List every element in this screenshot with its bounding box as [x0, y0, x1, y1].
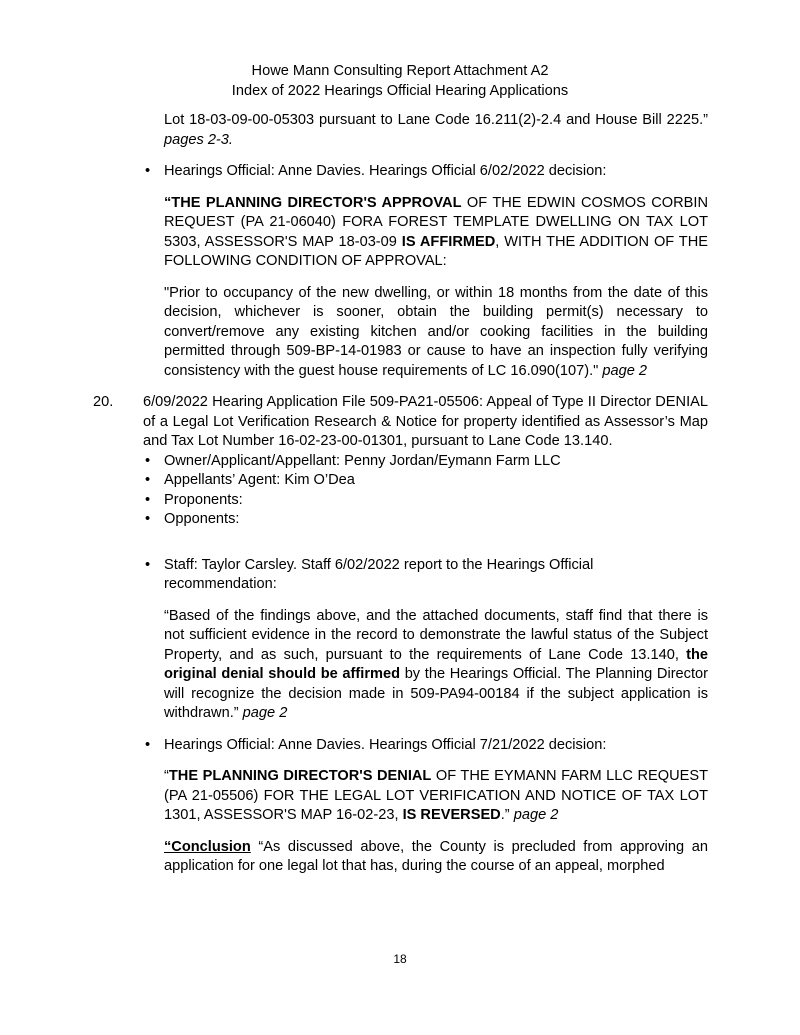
- text-run: , WITH THE ADDITION OF THE FOLLOWING CONDITION OF APPROVAL:: [164, 233, 708, 269]
- bullet-icon: •: [145, 511, 151, 527]
- document-header: [0, 0, 800, 101]
- bullet-item: [145, 471, 708, 491]
- text-run: IS AFFIRMED: [401, 233, 496, 250]
- bullet-icon: •: [145, 556, 151, 573]
- paragraph: [164, 284, 708, 382]
- text-run: Lot 18-03-09-00-05303 pursuant to Lane Code 16.211(2)-2.4 and House Bill 2225.”: [164, 112, 708, 128]
- item-number: 20.: [93, 394, 114, 410]
- text-run: IS REVERSED: [402, 807, 501, 823]
- bullet-icon: •: [145, 163, 151, 179]
- text-run: “THE PLANNING DIRECTOR'S APPROVAL: [164, 194, 462, 211]
- paragraph: [164, 838, 708, 877]
- text-run: page 2: [513, 807, 559, 823]
- text-run: OF THE EYMANN FARM LLC REQUEST (PA 21-05506) FOR THE LEGAL LOT VERIFICATION AND NOTICE OF TAX LOT 1301, ASSESSOR'S MAP 16-02-23,: [164, 768, 708, 823]
- text-run: Proponents:: [164, 491, 243, 508]
- text-run: THE PLANNING DIRECTOR'S DENIAL: [168, 768, 432, 784]
- text-run: the original denial should be affirmed: [164, 646, 708, 682]
- text-run: Staff: Taylor Carsley. Staff 6/02/2022 report to the Hearings Official recommendation:: [164, 556, 594, 592]
- bullet-item: [145, 736, 708, 756]
- paragraph: [164, 111, 708, 150]
- text-run: page 2: [602, 362, 648, 379]
- text-run: Appellants’ Agent: Kim O’Dea: [164, 472, 355, 488]
- paragraph: [164, 607, 708, 724]
- header-title-line1: Howe Mann Consulting Report Attachment A2: [251, 63, 549, 79]
- text-run: .”: [500, 807, 514, 823]
- header-title-line2: Index of 2022 Hearings Official Hearing Applications: [231, 82, 569, 99]
- text-run: “Based of the findings above, and the attached documents, staff find that there is not sufficient evidence in the record to demonstrate the lawful status of the Subject Property, and as such, pursuant to the requirements of Lane Code 13.140,: [164, 607, 708, 663]
- text-run: “As discussed above, the County is precluded from approving an application for one legal lot that has, during the course of an appeal, morphed: [164, 838, 708, 874]
- text-run: Hearings Official: Anne Davies. Hearings Official 6/02/2022 decision:: [164, 163, 607, 179]
- text-run: Hearings Official: Anne Davies. Hearings Official 7/21/2022 decision:: [164, 736, 607, 753]
- text-run: Opponents:: [164, 511, 240, 527]
- text-run: “Conclusion: [164, 838, 251, 855]
- bullet-icon: •: [145, 452, 151, 469]
- paragraph: [164, 767, 708, 826]
- text-run: OF THE EDWIN COSMOS CORBIN REQUEST (PA 21-06040) FORA FOREST TEMPLATE DWELLING ON TAX LOT 5303, ASSESSOR'S MAP 18-03-09: [164, 194, 708, 250]
- bullet-icon: •: [145, 472, 151, 488]
- text-run: pages 2-3.: [164, 131, 233, 148]
- text-run: “: [164, 768, 169, 784]
- bullet-item: [145, 510, 708, 530]
- bullet-item: [145, 556, 708, 595]
- text-run: by the Hearings Official. The Planning Director will recognize the decision made in 509-PA94-00184 if the subject application is withdrawn.”: [164, 666, 708, 721]
- bullet-item: [145, 491, 708, 511]
- numbered-item: [93, 393, 708, 452]
- text-run: page 2: [242, 705, 288, 721]
- text-run: 6/09/2022 Hearing Application File 509-PA21-05506: Appeal of Type II Director DENIAL of a Legal Lot Verification Research & Notice for property identified as Assessor’s Map and Tax Lot Number 16-02-23-00-01301, pursuant to Lane Code 13.140.: [143, 394, 708, 449]
- bullet-item: [145, 452, 708, 472]
- document-body: [93, 101, 708, 877]
- text-run: Owner/Applicant/Appellant: Penny Jordan/Eymann Farm LLC: [164, 452, 561, 469]
- text-run: "Prior to occupancy of the new dwelling, or within 18 months from the date of this decision, whichever is sooner, obtain the building permit(s) necessary to convert/remove any existing kitchen and/or cooking facilities in the building permitted through 509-BP-14-01983 or cause to have an inspection fully verifying consistency with the guest house requirements of LC 16.090(107).": [164, 284, 708, 379]
- page-number: 18: [393, 952, 407, 966]
- bullet-icon: •: [145, 736, 151, 753]
- paragraph: [164, 194, 708, 272]
- bullet-icon: •: [145, 491, 151, 508]
- bullet-item: [145, 162, 708, 182]
